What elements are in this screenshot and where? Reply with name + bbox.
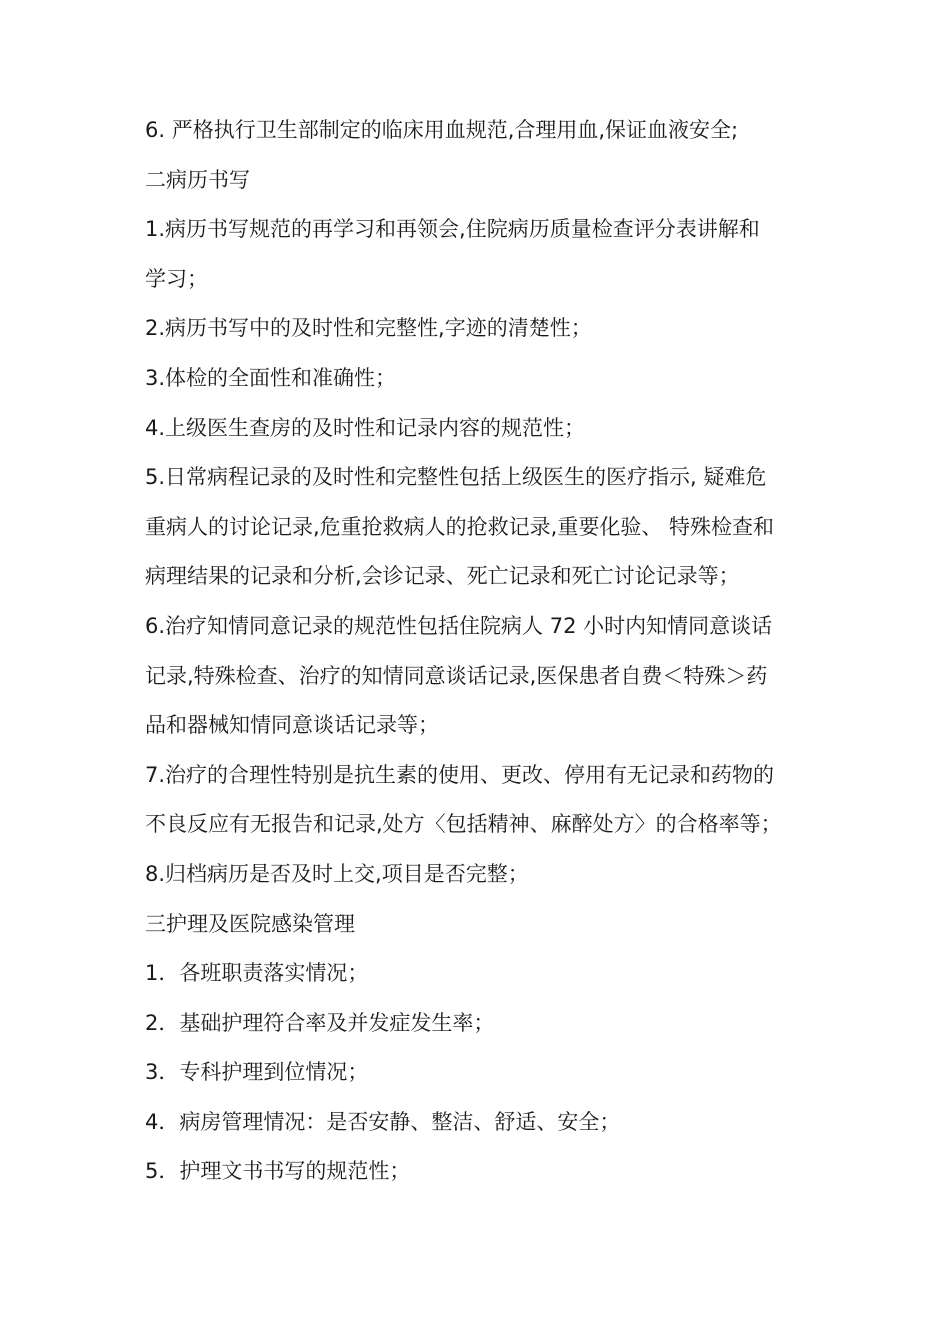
text-line: 品和器械知情同意谈话记录等； xyxy=(145,713,439,738)
text-line: 4．病房管理情况：是否安静、整洁、舒适、安全； xyxy=(145,1109,621,1134)
text-line: 6. 严格执行卫生部制定的临床用血规范,合理用血,保证血液安全; xyxy=(145,118,739,142)
section-heading: 二病历书写 xyxy=(145,167,250,192)
text-line: 3．专科护理到位情况； xyxy=(145,1060,369,1085)
text-line: 3.体检的全面性和准确性； xyxy=(145,365,397,390)
text-line: 5．护理文书书写的规范性； xyxy=(145,1159,411,1184)
text-line: 不良反应有无报告和记录,处方〈包括精神、麻醉处方〉的合格率等； xyxy=(145,812,782,837)
text-line: 学习； xyxy=(145,266,208,291)
text-line: 6.治疗知情同意记录的规范性包括住院病人 72 小时内知情同意谈话 xyxy=(145,613,773,638)
text-line: 1．各班职责落实情况； xyxy=(145,961,369,986)
text-line: 8.归档病历是否及时上交,项目是否完整； xyxy=(145,861,529,886)
text-line: 1.病历书写规范的再学习和再领会,住院病历质量检查评分表讲解和 xyxy=(145,217,760,242)
text-line: 病理结果的记录和分析,会诊记录、死亡记录和死亡讨论记录等； xyxy=(145,564,740,589)
document-body xyxy=(145,106,825,1197)
text-line: 7.治疗的合理性特别是抗生素的使用、更改、停用有无记录和药物的 xyxy=(145,762,775,787)
text-line: 2．基础护理符合率及并发症发生率； xyxy=(145,1010,495,1035)
text-line: 记录,特殊检查、治疗的知情同意谈话记录,医保患者自费＜特殊＞药 xyxy=(145,663,768,688)
text-line: 重病人的讨论记录,危重抢救病人的抢救记录,重要化验、 特殊检查和 xyxy=(145,514,775,539)
text-line: 5.日常病程记录的及时性和完整性包括上级医生的医疗指示, 疑难危 xyxy=(145,465,767,490)
text-line: 2.病历书写中的及时性和完整性,字迹的清楚性； xyxy=(145,316,592,341)
section-heading: 三护理及医院感染管理 xyxy=(145,911,355,936)
text-line: 4.上级医生查房的及时性和记录内容的规范性； xyxy=(145,415,586,440)
